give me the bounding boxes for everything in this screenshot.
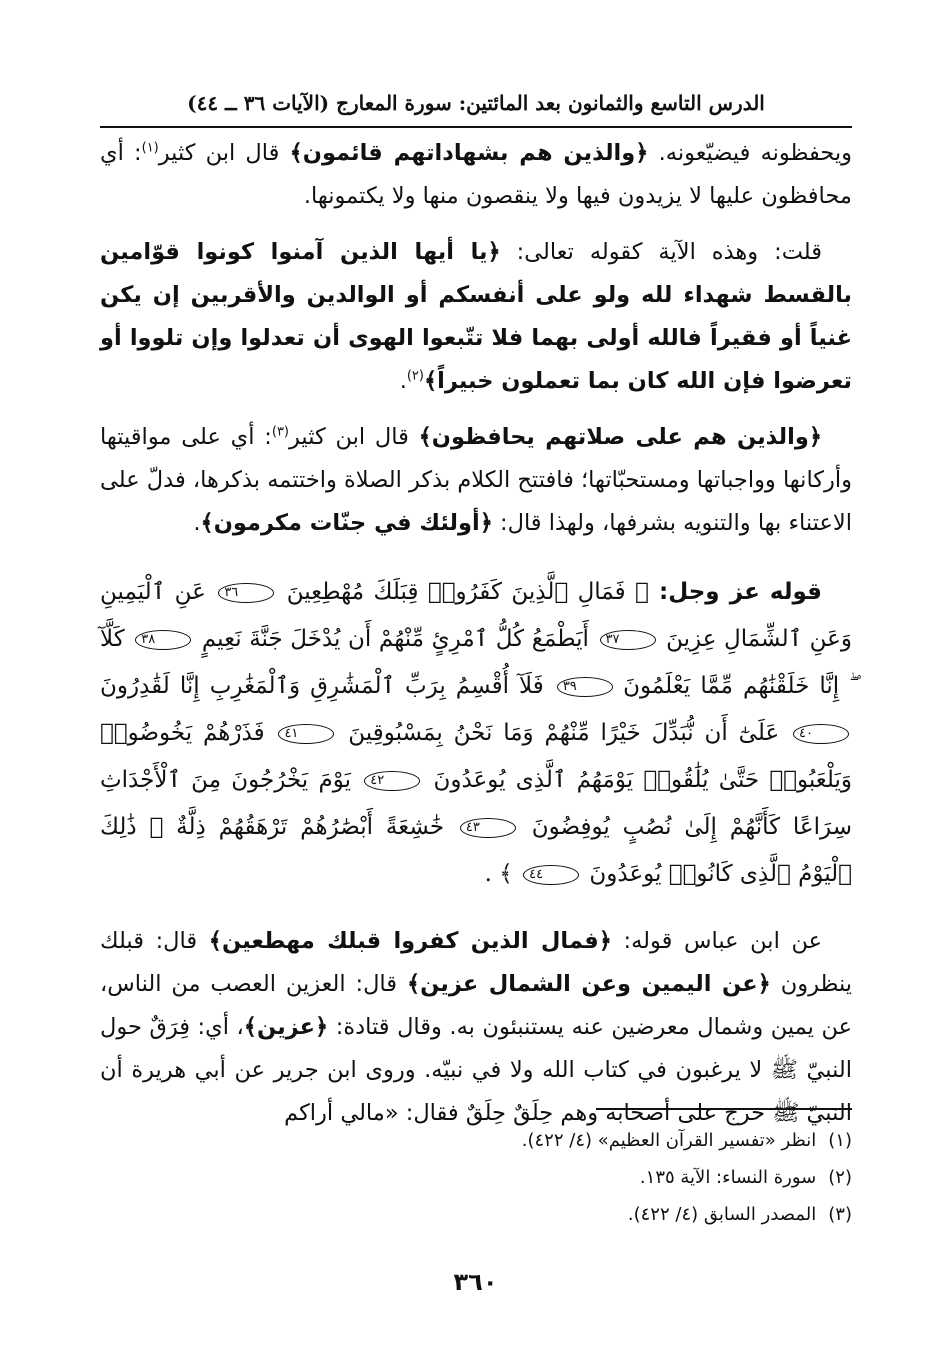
text-run: قال ابن كثير (158, 140, 290, 166)
text-run: : أي محافظون عليها لا يزيدون فيها ولا ينقصون منها ولا يكتمونها. (100, 140, 852, 209)
verses-lead: قوله عز وجل: (648, 579, 822, 605)
text-run: ﴿ فَمَالِ ٱلَّذِينَ كَفَرُوا۟ قِبَلَكَ مُهْطِعِينَ (277, 579, 649, 605)
verse-number: ٤٣ (460, 818, 516, 838)
footnotes (100, 1122, 852, 1233)
quran-quote: ﴿والذين هم بشهاداتهم قائمون﴾ (289, 140, 649, 166)
verse-number: ٤٤ (523, 865, 579, 885)
verse-number: ٣٩ (557, 677, 613, 697)
quran-quote: ﴿فمال الذين كفروا قبلك مهطعين﴾ (208, 928, 612, 954)
text-run: . (193, 510, 201, 536)
quran-verses-block (100, 569, 852, 898)
page-number: ٣٦٠ (453, 1268, 498, 1296)
text-run: فَذَرْهُمْ يَخُوضُوا۟ وَيَلْعَبُوا۟ حَتَّىٰ يُلَٰقُوا۟ يَوْمَهُمُ ٱلَّذِى يُوعَدُونَ (100, 720, 852, 793)
footnote-ref: (٣) (271, 424, 289, 440)
quran-quote: ﴿عزين﴾ (243, 1014, 329, 1040)
footnote-ref: (١) (141, 140, 159, 156)
text-run: قال: قبلك ينظرون (100, 928, 853, 997)
text-run: ، أي: فِرَقٌ حول النبيّ ﷺ لا يرغبون في كتاب الله ولا في نبيّه. وروى ابن جرير عن أبي هريرة أن النبيّ ﷺ خرج على أصحابه وهم حِلَقٌ حِلَقٌ فقال: «مالي أراكم (100, 1014, 852, 1126)
verses-text (100, 579, 852, 887)
text-run: يَوْمَ يَخْرُجُونَ مِنَ ٱلْأَجْدَاثِ سِرَاعًا كَأَنَّهُمْ إِلَىٰ نُصُبٍ يُوفِضُونَ (100, 767, 852, 840)
text-run: قال: العزين العصب من الناس، عن يمين وشمال معرضين عنه يستنبئون به. وقال قتادة: (100, 971, 852, 1040)
verse-number: ٣٨ (135, 630, 191, 650)
paragraph-2 (100, 231, 852, 403)
footnote-3 (100, 1196, 852, 1233)
footnote-number: (١) (828, 1130, 852, 1151)
text-run: كَلَّآ ۖ إِنَّا خَلَقْنَٰهُم مِّمَّا يَعْلَمُونَ (100, 626, 852, 699)
footnote-ref: (٢) (406, 368, 424, 384)
paragraph-4 (100, 920, 852, 1135)
footnote-text: سورة النساء: الآية ١٣٥. (639, 1167, 817, 1188)
footnote-number: (٣) (828, 1204, 852, 1225)
footnote-text: انظر «تفسير القرآن العظيم» (٤/ ٤٢٢). (521, 1130, 817, 1151)
text-run: عَنِ ٱلْيَمِينِ وَعَنِ ٱلشِّمَالِ عِزِينَ (100, 579, 852, 652)
running-header: الدرس التاسع والثمانون بعد المائتين: سورة المعارج (الآيات ٣٦ ــ ٤٤) (100, 86, 852, 128)
verse-number: ٣٧ (600, 630, 656, 650)
paragraph-3 (100, 416, 852, 545)
footnote-separator (596, 1108, 852, 1110)
footnote-text: المصدر السابق (٤/ ٤٢٢). (627, 1204, 817, 1225)
quran-quote: ﴿عن اليمين وعن الشمال عزين﴾ (406, 971, 771, 997)
footnote-2 (100, 1159, 852, 1196)
text-run: ويحفظونه فيضيّعونه. (648, 140, 853, 166)
text-run: أَيَطْمَعُ كُلُّ ٱمْرِئٍ مِّنْهُمْ أَن يُدْخَلَ جَنَّةَ نَعِيمٍ (194, 626, 597, 652)
quran-quote: ﴿والذين هم على صلاتهم يحافظون﴾ (418, 424, 823, 450)
verse-number: ٣٦ (218, 583, 274, 603)
text-run: قال ابن كثير (289, 424, 419, 450)
text-run: عن ابن عباس قوله: (611, 928, 822, 954)
text-run: فَلَآ أُقْسِمُ بِرَبِّ ٱلْمَشَٰرِقِ وَٱلْمَغَٰرِبِ إِنَّا لَقَٰدِرُونَ (100, 673, 554, 699)
paragraph-1 (100, 132, 852, 218)
text-run: ﴾ . (484, 861, 521, 887)
verse-number: ٤٠ (793, 724, 849, 744)
main-text (100, 132, 852, 1135)
verse-number: ٤٢ (364, 771, 420, 791)
footnote-number: (٢) (828, 1167, 852, 1188)
text-run: قلت: وهذه الآية كقوله تعالى: (500, 239, 822, 265)
text-run: : أي على مواقيتها وأركانها وواجباتها ومستحبّاتها؛ فافتتح الكلام بذكر الصلاة واختتمه بذكرها، فدلّ على الاعتناء بها والتنويه بشرفها، ولهذا قال: (100, 424, 852, 536)
verse-number: ٤١ (278, 724, 334, 744)
footnote-1 (100, 1122, 852, 1159)
quran-quote: ﴿يا أيها الذين آمنوا كونوا قوّامين بالقسط شهداء لله ولو على أنفسكم أو الوالدين والأقربين إن يكن غنياً أو فقيراً فالله أولى بهما فلا تتّبعوا الهوى أن تعدلوا وإن تلووا أو تعرضوا فإن الله كان بما تعملون خبيراً﴾ (100, 239, 852, 394)
text-run: عَلَىٰٓ أَن نُّبَدِّلَ خَيْرًا مِّنْهُمْ وَمَا نَحْنُ بِمَسْبُوقِينَ (337, 720, 791, 746)
text-run: خَٰشِعَةً أَبْصَٰرُهُمْ تَرْهَقُهُمْ ذِلَّةٌ ۚ ذَٰلِكَ ٱلْيَوْمُ ٱلَّذِى كَانُوا۟ يُوعَدُونَ (100, 814, 852, 887)
quran-quote: ﴿أولئك في جنّات مكرمون﴾ (200, 510, 493, 536)
text-run: . (399, 368, 407, 394)
